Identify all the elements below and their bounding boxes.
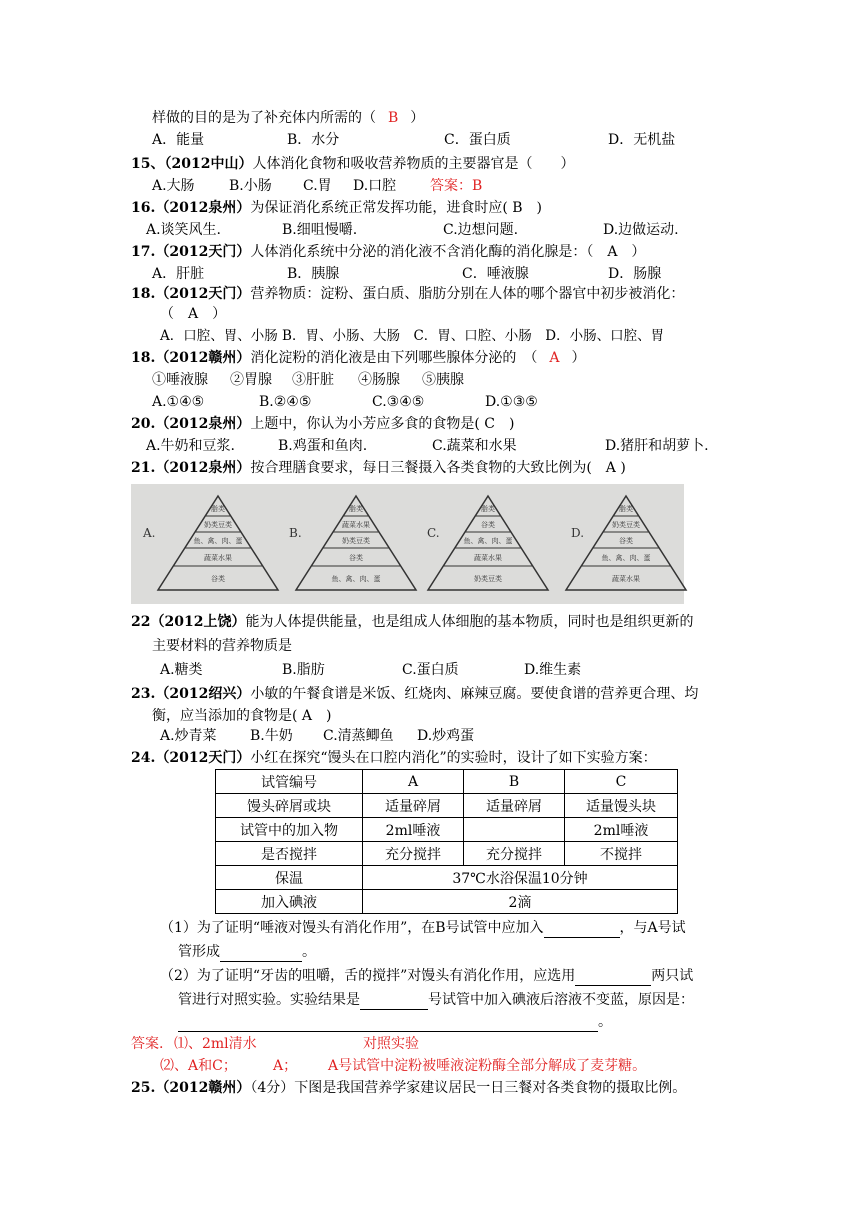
q14-answer: B	[388, 110, 399, 126]
q24-part2-text: （2）为了证明“牙齿的咀嚼，舌的搅拌”对馒头有消化作用，应选用	[160, 968, 576, 984]
pyramid-d-layer-5: 蔬菜水果	[612, 575, 640, 583]
q18b-gland-2: ②胃腺	[230, 372, 272, 388]
q24-part2-text3: 管进行对照实验。实验结果是	[178, 992, 360, 1008]
q15-stem	[131, 154, 574, 174]
table-cell: 加入碘液	[216, 890, 363, 914]
q18b-option-c: C.③④⑤	[372, 394, 425, 410]
q15-answer: 答案：B	[430, 178, 483, 194]
q18b-stem	[131, 348, 585, 368]
q20-option-c: C.蔬菜和水果	[432, 438, 517, 454]
q23-option-a: A.炒青菜	[160, 728, 217, 744]
q24-part1-text2: ，与A号试	[619, 920, 686, 936]
q18b-option-b: B.②④⑤	[259, 394, 312, 410]
q16-number: 16.（2012泉州）	[131, 200, 251, 216]
q16-option-b: B.细咀慢嚼.	[282, 222, 358, 238]
q20-text: 上题中，你认为小芳应多食的食物是( C )	[250, 416, 515, 432]
q14-stem-end	[152, 108, 424, 128]
q18a-stem	[131, 284, 684, 304]
table-cell: 试管编号	[216, 770, 363, 794]
table-cell: 适量馒头块	[565, 794, 678, 818]
q18a-options: A．口腔、胃、小肠 B．胃、小肠、大肠 C．胃、口腔、小肠 D．小肠、口腔、胃	[160, 328, 665, 344]
q21-stem	[131, 458, 626, 478]
table-cell: 适量碎屑	[464, 794, 565, 818]
table-cell: 是否搅拌	[216, 842, 363, 866]
q24-part1-line2	[178, 942, 316, 962]
pyramid-c-layer-4: 蔬菜水果	[474, 554, 502, 562]
answer-part2c: A号试管中淀粉被唾液淀粉酶全部分解成了麦芽糖。	[328, 1058, 647, 1074]
pyramid-a-layer-4: 蔬菜水果	[204, 554, 232, 562]
q23-option-b: B.牛奶	[250, 728, 293, 744]
pyramid-a-layer-3: 鱼、禽、肉、蛋	[193, 537, 243, 545]
q17-option-a: A．肝脏	[152, 266, 205, 282]
q24-stem	[131, 748, 657, 768]
q20-option-d: D.猪肝和胡萝卜.	[605, 438, 709, 454]
pyramid-d-layer-1: 脂类	[619, 505, 633, 513]
q14-option-c: C．蛋白质	[444, 132, 511, 148]
pyramid-b-layer-4: 谷类	[349, 554, 363, 562]
q18a-text: 营养物质：淀粉、蛋白质、脂肪分别在人体的哪个器官中初步被消化：	[250, 286, 685, 302]
q25-text: （4分）下图是我国营养学家建议居民一日三餐对各类食物的摄取比例。	[250, 1080, 687, 1096]
q18b-option-d: D.①③⑤	[485, 394, 538, 410]
q15-option-d: D.口腔	[353, 178, 397, 194]
q20-stem	[131, 414, 514, 434]
q18b-option-a: A.①④⑤	[152, 394, 205, 410]
pyramid-b-layer-2: 蔬菜水果	[342, 521, 370, 529]
q24-part2-blank1[interactable]	[575, 971, 651, 986]
q14-stem-close: ）	[410, 110, 425, 126]
pyramid-b-layer-3: 奶类豆类	[342, 537, 370, 545]
q18b-gland-3: ③肝脏	[292, 372, 334, 388]
q24-part2-blank3[interactable]	[178, 1017, 598, 1032]
pyramid-b-layer-1: 脂类	[349, 505, 363, 513]
q24-part1-blank2[interactable]	[220, 947, 302, 962]
q22-text: 能为人体提供能量，也是组成人体细胞的基本物质，同时也是组织更新的	[245, 614, 694, 630]
q16-option-d: D.边做运动.	[603, 222, 679, 238]
answer-part2b: A；	[273, 1058, 298, 1074]
pyramid-d-layer-4: 鱼、禽、肉、蛋	[601, 554, 651, 562]
q18b-gland-1: ①唾液腺	[152, 372, 208, 388]
q15-option-c: C.胃	[303, 178, 332, 194]
q24-part1-text: （1）为了证明“唾液对馒头有消化作用”，在B号试管中应加入	[160, 920, 544, 936]
table-row	[216, 842, 678, 866]
q24-part1-end: 。	[302, 944, 316, 960]
pyramid-c-layer-2: 谷类	[481, 521, 495, 529]
answer-part1: ⑴、2ml清水	[174, 1036, 257, 1052]
q17-option-c: C．唾液腺	[462, 266, 529, 282]
table-cell: 2ml唾液	[565, 818, 678, 842]
pyramid-d	[561, 494, 691, 594]
q18b-gland-5: ⑤胰腺	[422, 372, 464, 388]
q18b-answer: A	[549, 350, 560, 366]
q17-stem	[131, 242, 645, 262]
food-pyramid-image	[131, 484, 684, 604]
table-cell: 保温	[216, 866, 363, 890]
pyramid-a-layer-1: 脂类	[211, 505, 225, 513]
q24-text: 小红在探究“馒头在口腔内消化”的实验时，设计了如下实验方案：	[250, 750, 657, 766]
q20-number: 20.（2012泉州）	[131, 416, 251, 432]
table-cell: C	[565, 770, 678, 794]
table-cell: 充分搅拌	[464, 842, 565, 866]
pyramid-c-layer-1: 脂类	[481, 505, 495, 513]
q24-part1	[160, 918, 686, 938]
q22-option-b: B.脂肪	[282, 662, 325, 678]
pyramid-b	[291, 494, 421, 594]
table-row	[216, 770, 678, 794]
table-cell: B	[464, 770, 565, 794]
q18b-stem-close: ）	[571, 350, 586, 366]
table-cell: 不搅拌	[565, 842, 678, 866]
pyramid-c	[423, 494, 553, 594]
pyramid-a	[153, 494, 283, 594]
q14-option-a: A．能量	[152, 132, 205, 148]
pyramid-c-layer-5: 奶类豆类	[474, 575, 502, 583]
q24-part2-end: 。	[598, 1014, 612, 1030]
q20-option-a: A.牛奶和豆浆.	[146, 438, 236, 454]
q16-stem	[131, 198, 542, 218]
table-cell: A	[363, 770, 464, 794]
table-row	[216, 794, 678, 818]
q16-option-a: A.谈笑风生.	[146, 222, 222, 238]
pyramid-b-label: B.	[289, 526, 302, 540]
q22-stem	[131, 612, 693, 632]
q17-option-d: D．肠腺	[608, 266, 662, 282]
q23-number: 23.（2012绍兴）	[131, 686, 251, 702]
q18b-number: 18.（2012赣州）	[131, 350, 251, 366]
pyramid-a-layer-5: 谷类	[211, 575, 225, 583]
q24-part2	[160, 966, 693, 986]
pyramid-a-label: A.	[143, 526, 156, 540]
q23-text: 小敏的午餐食谱是米饭、红烧肉、麻辣豆腐。要使食谱的营养更合理、均	[250, 686, 699, 702]
table-row	[216, 866, 678, 890]
table-cell: 馒头碎屑或块	[216, 794, 363, 818]
q21-text: 按合理膳食要求，每日三餐摄入各类食物的大致比例为( A )	[250, 460, 626, 476]
q16-text: 为保证消化系统正常发挥功能，进食时应( B )	[250, 200, 542, 216]
q17-option-b: B．胰腺	[287, 266, 340, 282]
q15-option-a: A.大肠	[152, 178, 195, 194]
q24-part2-line2	[178, 990, 694, 1010]
q23-text-line2: 衡，应当添加的食物是( A )	[152, 708, 332, 724]
q15-text: 人体消化食物和吸收营养物质的主要器官是（ ）	[252, 156, 575, 172]
q20-option-b: B.鸡蛋和鱼肉.	[278, 438, 368, 454]
q24-part1-blank1[interactable]	[544, 923, 620, 938]
table-cell: 2滴	[363, 890, 678, 914]
q24-part1-text3: 管形成	[178, 944, 220, 960]
q21-number: 21.（2012泉州）	[131, 460, 251, 476]
answer-label: 答案.	[131, 1036, 164, 1052]
q25-number: 25.（2012赣州）	[131, 1080, 251, 1096]
q24-part2-blank2[interactable]	[360, 995, 428, 1010]
q18a-answer: （ A ）	[160, 306, 227, 322]
q24-part2-line3	[178, 1012, 612, 1032]
q17-text: 人体消化系统中分泌的消化液不含消化酶的消化腺是：（ A ）	[250, 244, 646, 260]
table-cell	[464, 818, 565, 842]
pyramid-c-layer-3: 鱼、禽、肉、蛋	[463, 537, 513, 545]
table-cell: 2ml唾液	[363, 818, 464, 842]
q23-stem	[131, 684, 698, 704]
answer-part2: ⑵、A和C；	[160, 1058, 237, 1074]
q18a-number: 18.（2012天门）	[131, 286, 251, 302]
q23-option-c: C.清蒸鲫鱼	[323, 728, 394, 744]
experiment-table	[215, 769, 678, 914]
q23-option-d: D.炒鸡蛋	[417, 728, 475, 744]
q22-option-d: D.维生素	[524, 662, 582, 678]
q25-stem	[131, 1078, 686, 1098]
pyramid-d-layer-2: 奶类豆类	[612, 521, 640, 529]
q14-stem-text: 样做的目的是为了补充体内所需的（	[152, 110, 376, 126]
table-cell: 37℃水浴保温10分钟	[363, 866, 678, 890]
table-cell: 充分搅拌	[363, 842, 464, 866]
q22-number: 22（2012上饶）	[131, 614, 246, 630]
q18b-gland-4: ④肠腺	[358, 372, 400, 388]
answer-part1b: 对照实验	[363, 1036, 419, 1052]
table-row	[216, 890, 678, 914]
q24-part2-text2: 两只试	[651, 968, 694, 984]
q22-option-c: C.蛋白质	[402, 662, 459, 678]
table-cell: 试管中的加入物	[216, 818, 363, 842]
q15-number: 15、（2012中山）	[131, 156, 253, 172]
q15-option-b: B.小肠	[229, 178, 272, 194]
table-cell: 适量碎屑	[363, 794, 464, 818]
q18b-text: 消化淀粉的消化液是由下列哪些腺体分泌的 （	[250, 350, 538, 366]
q24-number: 24.（2012天门）	[131, 750, 251, 766]
q14-option-b: B．水分	[287, 132, 340, 148]
q14-option-d: D．无机盐	[608, 132, 676, 148]
pyramid-d-label: D.	[571, 526, 585, 540]
q24-part2-text4: 号试管中加入碘液后溶液不变蓝，原因是：	[428, 992, 694, 1008]
pyramid-b-layer-5: 鱼、禽、肉、蛋	[331, 575, 381, 583]
q22-option-a: A.糖类	[160, 662, 203, 678]
q17-number: 17.（2012天门）	[131, 244, 251, 260]
q22-text-line2: 主要材料的营养物质是	[152, 638, 292, 654]
pyramid-a-layer-2: 奶类豆类	[204, 521, 232, 529]
pyramid-d-layer-3: 谷类	[619, 537, 633, 545]
pyramid-c-label: C.	[427, 526, 440, 540]
q16-option-c: C.边想问题.	[443, 222, 519, 238]
table-row	[216, 818, 678, 842]
